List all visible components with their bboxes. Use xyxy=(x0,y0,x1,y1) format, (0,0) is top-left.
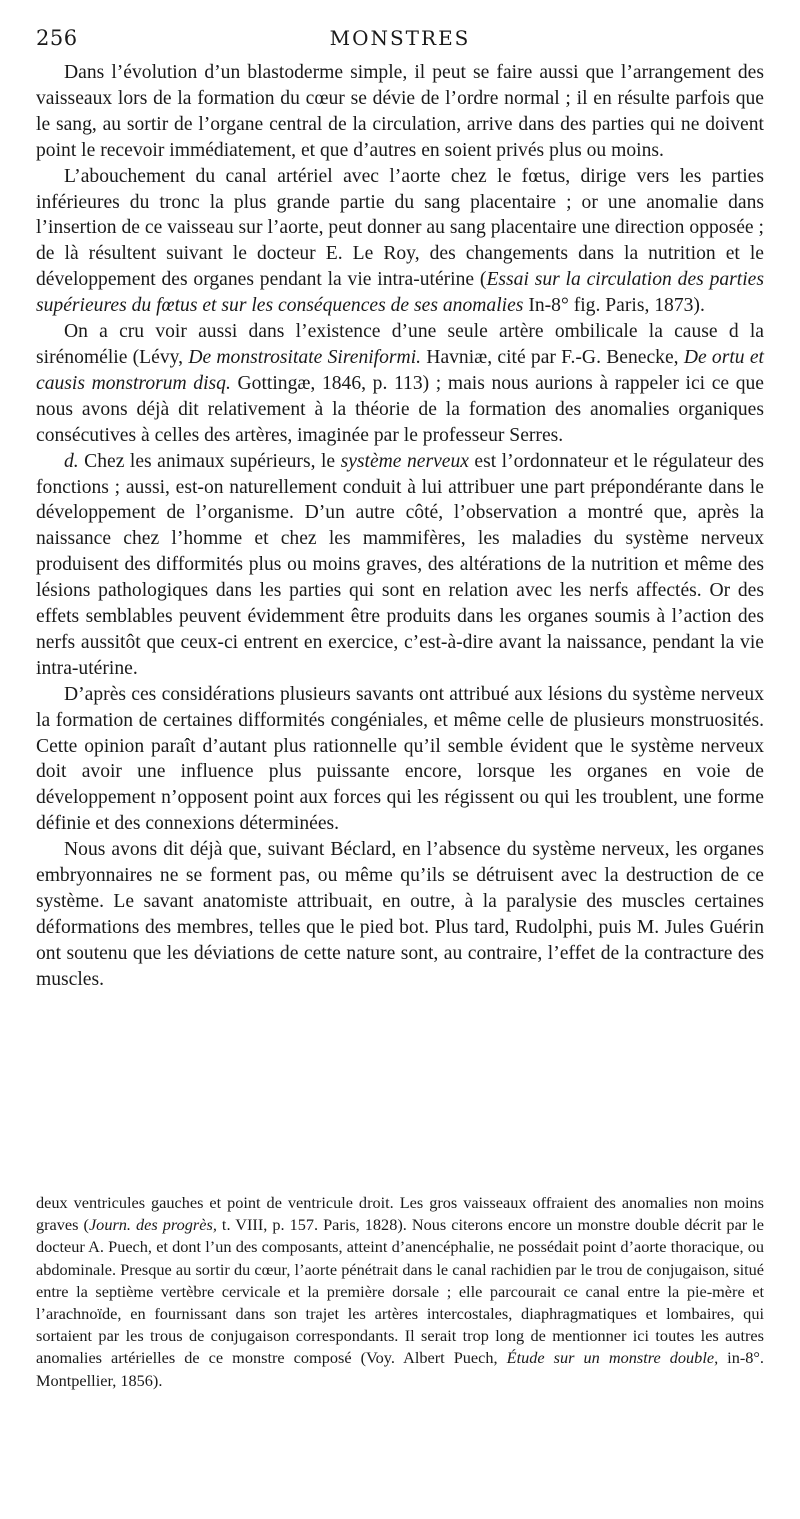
text-run: Dans l’évolution d’un blastoderme simple, il peut se faire aussi que l’arrangement des vaisseaux lors de la formation du cœur se dévie de l’ordre normal ; il en résulte parfois que le sang, au sortir de l’organe central de la circulation, arrive dans des parties qui ne doivent point le recevoir immédiatement, et que d’autres en soient privés plus ou moins. xyxy=(36,62,764,161)
italic-text: Essai sur la circulation des parties supérieures du fœtus et sur les conséquences de ses anomalies xyxy=(36,269,764,317)
text-run: In-8° fig. Paris, 1873). xyxy=(523,295,705,317)
italic-text: Journ. des progrès, xyxy=(88,1215,217,1235)
text-run: Nous avons dit déjà que, suivant Béclard, en l’absence du système nerveux, les organes embryonnaires ne se forment pas, ou même qu’ils se détruisent avec la destruction de ce système. Le savant anatomiste attribuait, en outre, à la paralysie des muscles certaines déformations des membres, telles que le pied bot. Plus tard, Rudolphi, puis M. Jules Guérin ont soutenu que les déviations de cette nature sont, au contraire, l’effet de la contracture des muscles. xyxy=(36,839,764,990)
text-run: Havniæ, cité par F.-G. Benecke, xyxy=(421,346,684,368)
page-number: 256 xyxy=(36,26,78,50)
footnote xyxy=(36,1192,764,1392)
text-run: L’abouchement du canal artériel avec l’aorte chez le fœtus, dirige vers les parties inférieures du tronc la plus grande partie du sang placentaire ; or une anomalie dans l’insertion de ce vaisseau sur l’aorte, peut donner au sang placentaire une direction opposée ; de là résultent suivant le docteur E. Le Roy, des changements dans la nutrition et le développement des organes pendant la vie intra-utérine ( xyxy=(36,165,764,291)
italic-text: Étude sur un monstre double, xyxy=(506,1348,719,1368)
page-header xyxy=(36,26,764,56)
footnote-text xyxy=(36,1192,764,1392)
paragraph xyxy=(36,682,764,837)
text-run: On a cru voir aussi dans l’existence d’une seule artère ombilicale la cause d la sirénomélie (Lévy, xyxy=(36,321,764,368)
text-run: D’après ces considérations plusieurs savants ont attribué aux lésions du système nerveux la formation de certaines difformités congéniales, et même celle de plusieurs monstruosités. Cette opinion paraît d’autant plus rationnelle qu’il semble évident que le système nerveux doit avoir une influence plus puissante encore, lorsque les organes en voie de développement n’opposent point aux forces qui les régissent ou qui les troublent, une forme définie et des connexions déterminées. xyxy=(36,683,764,835)
paragraph xyxy=(36,837,764,992)
running-head: MONSTRES xyxy=(329,26,471,50)
paragraph xyxy=(36,60,764,164)
paragraph xyxy=(36,319,764,449)
text-run: est l’ordonnateur et le régulateur des fonctions ; aussi, est-on naturellement conduit à lui attribuer une part prépondérante dans le développement de l’organisme. D’un autre côté, l’observation a montré que, après la naissance chez l’homme et chez les mammifères, les maladies du système nerveux produisent des difformités plus ou moins graves, des altérations de la nutrition et même des lésions pathologiques dans les parties qui sont en relation avec les nerfs affectés. Or des effets semblables peuvent évidemment être produits dans les organes soumis à l’action des nerfs aussitôt que ceux-ci entrent en exercice, c’est-à-dire avant la naissance, pendant la vie intra-utérine. xyxy=(36,450,764,679)
paragraph xyxy=(36,449,764,682)
main-text xyxy=(36,60,764,993)
italic-text: De ortu et causis monstrorum disq. xyxy=(36,346,764,394)
text-run: Gottingæ, 1846, p. 113) ; mais nous aurions à rappeler ici ce que nous avons déjà dit relativement à la théorie de la formation des anomalies organiques consécutives à celles des artères, imaginée par le professeur Serres. xyxy=(36,372,765,446)
italic-text: système nerveux xyxy=(340,450,469,472)
italic-text: De monstrositate Sireniformi. xyxy=(188,346,422,368)
text-run: t. VIII, p. 157. Paris, 1828). Nous citerons encore un monstre double décrit par le docteur A. Puech, et dont l’un des composants, atteint d’anencéphalie, ne possédait point d’aorte thoracique, ou abdominale. Presque au sortir du cœur, l’aorte pénétrait dans le canal rachidien par le trou de conjugaison, situé entre la septième vertèbre cervicale et la première dorsale ; elle parcourait ce canal entre la pie-mère et l’arachnoïde, en fournissant dans son trajet les artères intercostales, diaphragmatiques et lombaires, qui sortaient par les trous de conjugaison correspondants. Il serait trop long de mentionner ici toutes les autres anomalies artérielles de ce monstre composé (Voy. Albert Puech, xyxy=(36,1215,764,1368)
paragraph xyxy=(36,164,764,319)
italic-text: d. xyxy=(64,450,79,472)
text-run: Chez les animaux supérieurs, le xyxy=(78,450,341,472)
text-run: in-8°. Montpellier, 1856). xyxy=(36,1348,764,1390)
text-run: deux ventricules gauches et point de ventricule droit. Les gros vaisseaux offraient des anomalies non moins graves ( xyxy=(36,1193,764,1235)
